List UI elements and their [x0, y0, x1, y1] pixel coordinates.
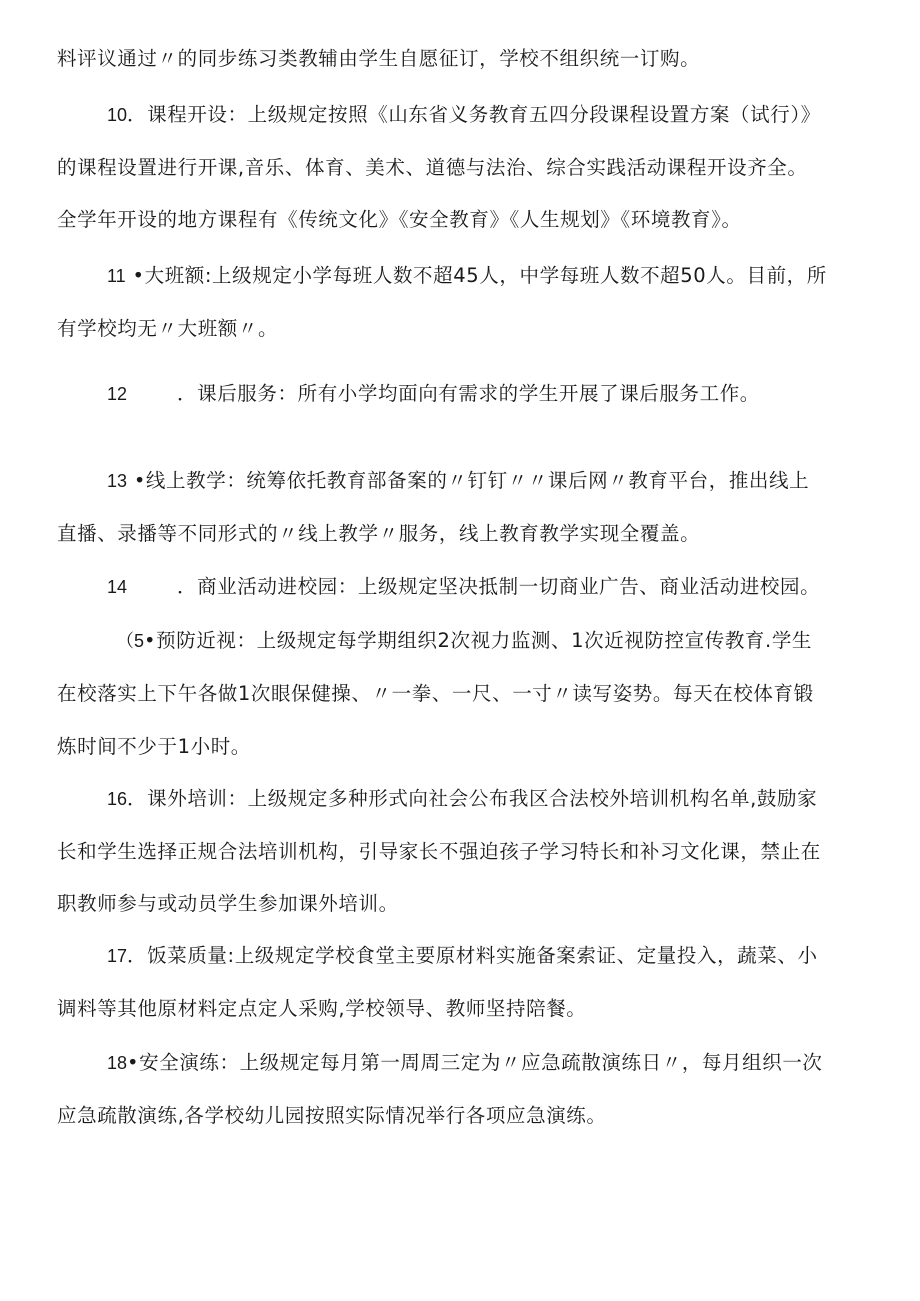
item-10-text: ．课程开设：上级规定按照《山东省义务教育五四分段课程设置方案（试行）》 [127, 103, 821, 126]
item-17-number: 17 [107, 946, 128, 966]
item-13-text-2: 直播、录播等不同形式的〃线上教学〃服务，线上教育教学实现全覆盖。 [57, 522, 701, 545]
item-13-line-2 [57, 521, 877, 547]
item-18-text: •安全演练：上级规定每月第一周周三定为〃应急疏散演练日〃，每月组织一次 [127, 1051, 823, 1074]
item-15-line-3 [57, 734, 877, 760]
item-16-text: ．课外培训：上级规定多种形式向社会公布我区合法校外培训机构名单,鼓励家 [127, 787, 818, 810]
item-18-number: 18 [107, 1053, 128, 1073]
item-16-text-3: 职教师参与或动员学生参加课外培训。 [57, 892, 399, 915]
item-11-text: •大班额:上级规定小学每班人数不超45人，中学每班人数不超50人。目前，所 [125, 264, 827, 287]
item-15-text: •预防近视：上级规定每学期组织2次视力监测、1次近视防控宣传教育.学生 [144, 629, 813, 652]
item-13-number: 13 [107, 471, 128, 491]
item-17-line-1 [107, 943, 882, 969]
item-11-text-2: 有学校均无〃大班额〃。 [57, 317, 279, 340]
item-12-line-1 [107, 381, 882, 407]
item-17-text-2: 调料等其他原材料定点定人采购,学校领导、教师坚持陪餐。 [57, 997, 587, 1020]
item-11-line-1 [107, 263, 882, 289]
item-17-line-2 [57, 996, 877, 1022]
item-16-line-2 [57, 839, 877, 865]
item-11-line-2 [57, 316, 877, 342]
item-10-number: 10 [107, 105, 128, 125]
continuation-text: 料评议通过〃的同步练习类教辅由学生自愿征订，学校不组织统一订购。 [57, 47, 701, 70]
item-16-text-2: 长和学生选择正规合法培训机构，引导家长不强迫孩子学习特长和补习文化课，禁止在 [57, 840, 821, 863]
item-10-line-2 [57, 155, 877, 181]
item-13-text: •线上教学：统筹依托教育部备案的〃钉钉〃〃课后网〃教育平台，推出线上 [127, 469, 810, 492]
item-10-text-2: 的课程设置进行开课,音乐、体育、美术、道德与法治、综合实践活动课程开设齐全。 [57, 156, 808, 179]
item-12-text: ．课后服务：所有小学均面向有需求的学生开展了课后服务工作。 [177, 382, 760, 405]
item-10-line-1 [107, 102, 882, 128]
item-16-number: 16 [107, 789, 128, 809]
continuation-line [57, 46, 877, 72]
item-14-text: ．商业活动进校园：上级规定坚决抵制一切商业广告、商业活动进校园。 [177, 575, 821, 598]
item-16-line-1 [107, 786, 882, 812]
item-18-text-2: 应急疏散演练,各学校幼儿园按照实际情况举行各项应急演练。 [57, 1104, 607, 1127]
item-14-line-1 [107, 574, 882, 600]
item-16-line-3 [57, 891, 877, 917]
item-18-line-2 [57, 1103, 877, 1129]
item-15-text-2: 在校落实上下午各做1次眼保健操、〃一拳、一尺、一寸〃读写姿势。每天在校体育锻 [57, 682, 814, 705]
item-10-text-3: 全学年开设的地方课程有《传统文化》《安全教育》《人生规划》《环境教育》。 [57, 208, 742, 231]
item-18-line-1 [107, 1050, 882, 1076]
item-14-number: 14 [107, 577, 128, 597]
item-15-text-3: 炼时间不少于1小时。 [57, 735, 251, 758]
item-11-number: 11 [107, 266, 126, 286]
item-13-line-1 [107, 468, 882, 494]
item-15-number: （5 [116, 631, 145, 651]
item-10-line-3 [57, 207, 877, 233]
item-15-line-2 [57, 681, 877, 707]
item-17-text: ．饭菜质量:上级规定学校食堂主要原材料实施备案索证、定量投入，蔬菜、小 [127, 944, 818, 967]
item-15-line-1 [116, 628, 882, 654]
item-12-number: 12 [107, 384, 128, 404]
